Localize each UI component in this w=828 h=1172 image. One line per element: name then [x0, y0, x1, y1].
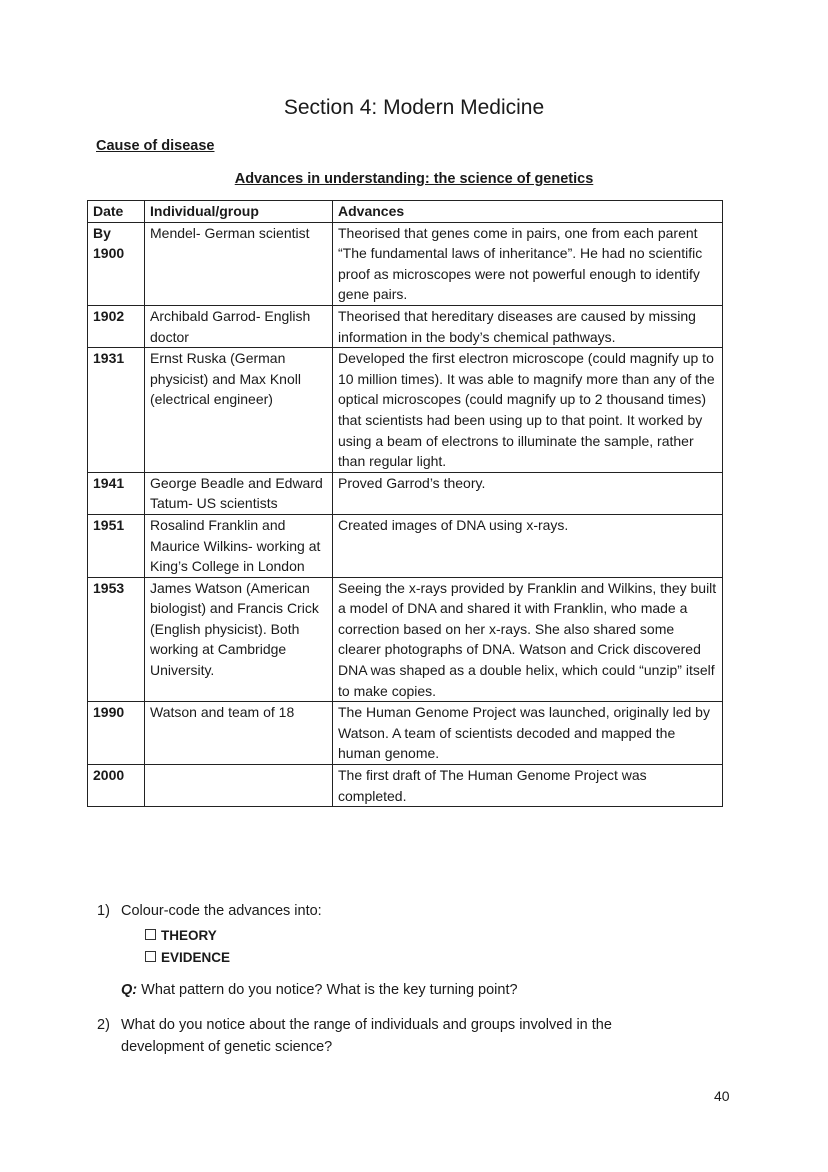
row-date: 1931: [88, 348, 145, 473]
table-header-row: [88, 201, 723, 223]
page-title: Section 4: Modern Medicine: [283, 96, 545, 119]
table-row: [88, 472, 723, 514]
question-2: [97, 1014, 697, 1058]
question-prompt: [121, 982, 518, 998]
row-advance: Theorised that hereditary diseases are caused by missing information in the body’s chemical pathways.: [333, 305, 723, 347]
header-individual: Individual/group: [145, 201, 333, 223]
row-individual: George Beadle and Edward Tatum- US scientists: [145, 472, 333, 514]
checkbox-icon[interactable]: [145, 929, 156, 940]
question-2-line-1: What do you notice about the range of individuals and groups involved in the: [121, 1017, 612, 1033]
row-date: 1941: [88, 472, 145, 514]
header-date: Date: [88, 201, 145, 223]
row-individual: [145, 765, 333, 807]
table-row: [88, 577, 723, 702]
page-number: 40: [714, 1088, 730, 1104]
row-advance: Seeing the x-rays provided by Franklin and Wilkins, they built a model of DNA and shared it with Franklin, who made a correction based on her x-rays. She also shared some clearer photographs of DNA. Watson and Crick discovered DNA was shaped as a double helix, which could “unzip” itself to make copies.: [333, 577, 723, 702]
row-date: 1951: [88, 514, 145, 577]
table-title: Advances in understanding: the science of genetics: [234, 171, 594, 187]
checkbox-icon[interactable]: [145, 951, 156, 962]
row-advance: Developed the first electron microscope (could magnify up to 10 million times). It was able to magnify more than any of the optical microscopes (could magnify up to 2 thousand times) that scientists had been using up to that point. It worked by using a beam of electrons to illuminate the sample, rather than regular light.: [333, 348, 723, 473]
row-advance: Theorised that genes come in pairs, one from each parent “The fundamental laws of inheritance”. He had no scientific proof as microscopes were not powerful enough to identify gene pairs.: [333, 222, 723, 305]
table-row: [88, 222, 723, 305]
header-advances: Advances: [333, 201, 723, 223]
row-date: 1953: [88, 577, 145, 702]
table-row: [88, 765, 723, 807]
question-2-line-2: development of genetic science?: [121, 1039, 333, 1055]
row-date: By 1900: [88, 222, 145, 305]
section-heading: Cause of disease: [96, 138, 215, 154]
prompt-text: What pattern do you notice? What is the key turning point?: [137, 982, 518, 998]
option-evidence-label: EVIDENCE: [161, 950, 231, 965]
option-theory-label: THEORY: [161, 928, 217, 943]
row-advance: The first draft of The Human Genome Project was completed.: [333, 765, 723, 807]
genetics-timeline-table: [87, 200, 723, 807]
question-1-number: 1): [97, 903, 110, 919]
table-row: [88, 305, 723, 347]
row-individual: Rosalind Franklin and Maurice Wilkins- working at King’s College in London: [145, 514, 333, 577]
row-advance: The Human Genome Project was launched, originally led by Watson. A team of scientists decoded and mapped the human genome.: [333, 702, 723, 765]
question-2-number: 2): [97, 1017, 110, 1033]
question-1-text: Colour-code the advances into:: [121, 903, 322, 919]
row-date: 1902: [88, 305, 145, 347]
row-date: 1990: [88, 702, 145, 765]
option-theory[interactable]: [145, 928, 217, 943]
row-individual: James Watson (American biologist) and Francis Crick (English physicist). Both working at Cambridge University.: [145, 577, 333, 702]
table-row: [88, 514, 723, 577]
row-date: 2000: [88, 765, 145, 807]
prompt-label: Q:: [121, 982, 138, 998]
row-individual: Archibald Garrod- English doctor: [145, 305, 333, 347]
row-individual: Mendel- German scientist: [145, 222, 333, 305]
option-evidence[interactable]: [145, 950, 230, 965]
row-advance: Proved Garrod’s theory.: [333, 472, 723, 514]
table-row: [88, 702, 723, 765]
row-advance: Created images of DNA using x-rays.: [333, 514, 723, 577]
table-row: [88, 348, 723, 473]
question-1: [97, 903, 322, 919]
row-individual: Watson and team of 18: [145, 702, 333, 765]
row-individual: Ernst Ruska (German physicist) and Max Knoll (electrical engineer): [145, 348, 333, 473]
